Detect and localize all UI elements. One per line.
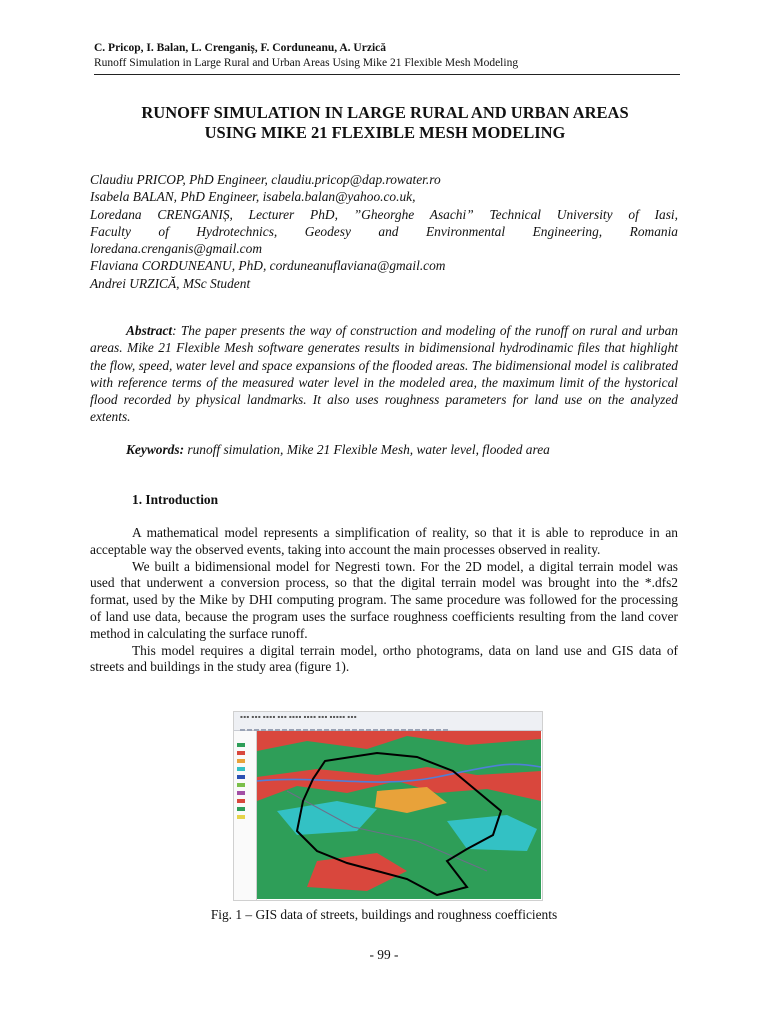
- paper-title: [90, 103, 680, 143]
- section-heading: 1. Introduction: [132, 492, 219, 507]
- body-text: [90, 525, 678, 676]
- author-line-4: Faculty of Hydrotechnics, Geodesy and Environmental Engineering, Romania: [90, 223, 678, 239]
- paragraph-2: We built a bidimensional model for Negresti town. For the 2D model, a digital terrain model was used that underwent a conversion process, so that the digital terrain model was brought into the *.dfs2 format, used by the Mike by DHI computing program. The same procedure was followed for the processing of land use data, because the program uses the surface roughness coefficients resulting from the land cover method in calculating the surface runoff.: [90, 558, 678, 641]
- header-rule: [94, 74, 680, 75]
- gis-toolbar: [234, 712, 542, 731]
- abstract: [90, 322, 678, 426]
- figure-1: [233, 711, 543, 901]
- running-head: [94, 41, 684, 71]
- gis-menubar: ▪▪▪ ▪▪▪ ▪▪▪▪ ▪▪▪ ▪▪▪▪ ▪▪▪▪ ▪▪▪ ▪▪▪▪▪ ▪▪▪: [240, 714, 357, 719]
- abstract-label: Abstract: [126, 323, 173, 338]
- author-line-1: Claudiu PRICOP, PhD Engineer, claudiu.pricop@dap.rowater.ro: [90, 172, 441, 187]
- gis-map: [257, 731, 541, 899]
- gis-layer-legend: [234, 731, 257, 900]
- keywords: [126, 441, 686, 458]
- author-list: [90, 171, 678, 292]
- keywords-text: runoff simulation, Mike 21 Flexible Mesh, water level, flooded area: [184, 442, 550, 457]
- paper-title-line-1: RUNOFF SIMULATION IN LARGE RURAL AND URBAN AREAS: [141, 103, 629, 122]
- page-number: - 99 -: [369, 947, 399, 962]
- figure-caption: Fig. 1 – GIS data of streets, buildings and roughness coefficients: [210, 907, 558, 922]
- author-line-7: Andrei URZICĂ, MSc Student: [90, 275, 251, 291]
- author-line-3: Loredana CRENGANIȘ, Lecturer PhD, ”Gheorghe Asachi” Technical University of Iasi,: [90, 206, 678, 222]
- paper-title-line-2: USING MIKE 21 FLEXIBLE MESH MODELING: [204, 123, 566, 142]
- running-head-authors: C. Pricop, I. Balan, L. Crenganiș, F. Corduneanu, A. Urzică: [94, 42, 386, 54]
- running-head-title: Runoff Simulation in Large Rural and Urban Areas Using Mike 21 Flexible Mesh Modeling: [94, 57, 519, 69]
- author-line-5: loredana.crenganis@gmail.com: [90, 241, 262, 257]
- author-line-6: Flaviana CORDUNEANU, PhD, corduneanuflaviana@gmail.com: [90, 258, 446, 274]
- paragraph-3: This model requires a digital terrain model, ortho photograms, data on land use and GIS data of streets and buildings in the study area (figure 1).: [90, 642, 678, 675]
- keywords-label: Keywords:: [126, 442, 185, 457]
- abstract-text: : The paper presents the way of construction and modeling of the runoff on rural and urban areas. Mike 21 Flexible Mesh software generates results in bidimensional hydrodinamic files that highlight the flow, speed, water level and space expansions of the flooded areas. The bidimensional model is calibrated with reference terms of the measured water level in the modeled area, the maximum limit of the hystorical flood recorded by physical landmarks. It also uses roughness parameters for land use on the analyzed extents.: [90, 323, 678, 425]
- author-line-2: Isabela BALAN, PhD Engineer, isabela.balan@yahoo.co.uk,: [90, 189, 416, 205]
- gis-tool-icons: [240, 721, 530, 726]
- paragraph-1: A mathematical model represents a simplification of reality, so that it is able to reproduce in an acceptable way the observed events, taking into account the main processes observed in reality.: [90, 525, 678, 557]
